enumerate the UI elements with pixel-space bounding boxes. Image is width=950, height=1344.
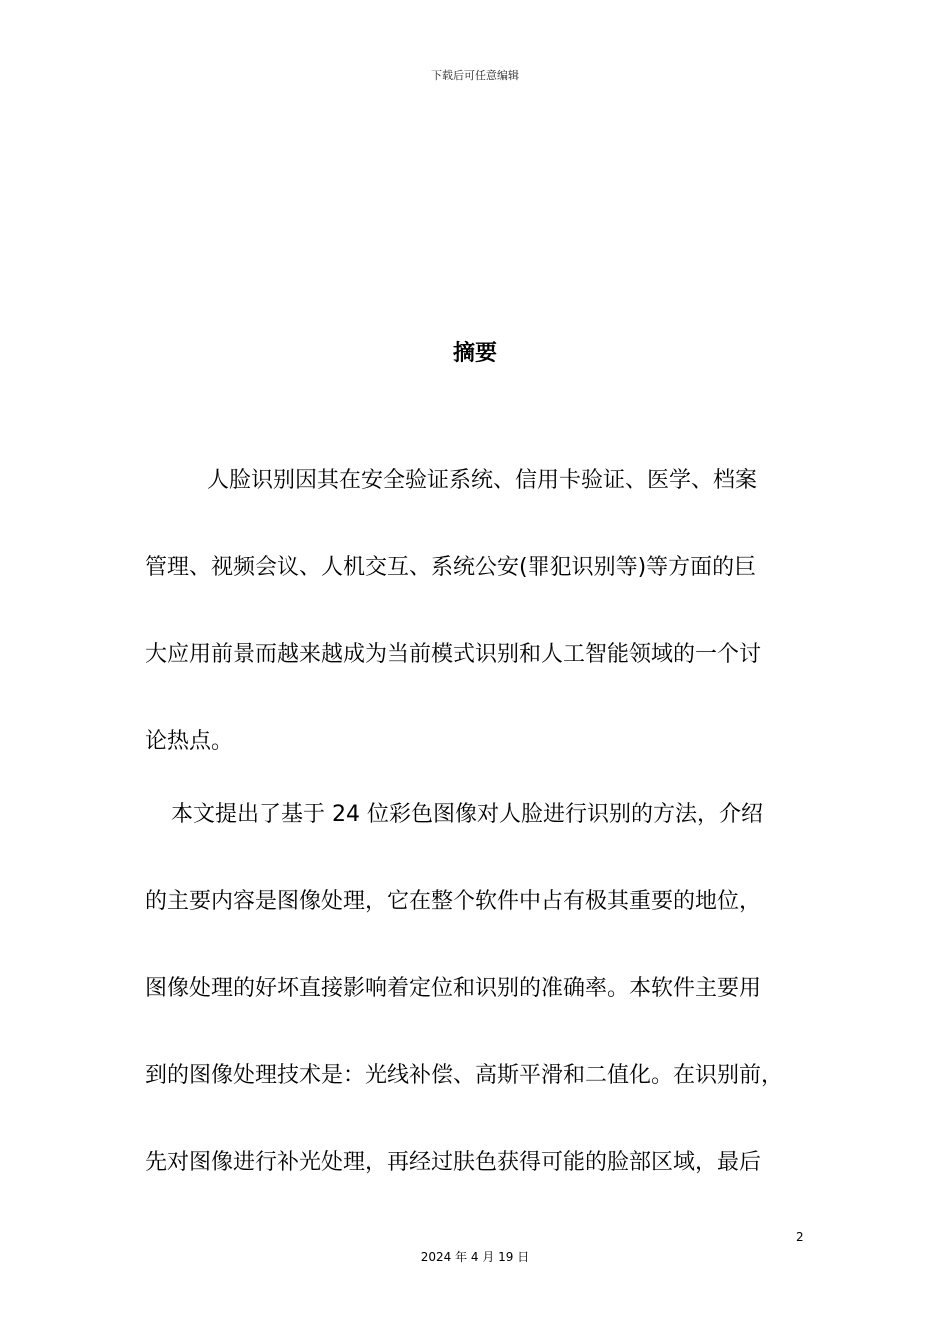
line-text: 论热点。 xyxy=(145,729,234,754)
line-text: 管理、视频会议、人机交互、系统公安(罪犯识别等)等方面的巨 xyxy=(145,555,757,580)
paragraph-line xyxy=(145,974,761,1004)
paragraph-line xyxy=(145,553,756,583)
paragraph-line xyxy=(145,1148,761,1178)
paragraph-line xyxy=(145,800,763,830)
paragraph-line xyxy=(145,887,761,917)
line-text: 先对图像进行补光处理，再经过肤色获得可能的脸部区域，最后 xyxy=(145,1150,762,1175)
page-number: 2 xyxy=(796,1230,804,1244)
footer-date: 2024 年 4 月 19 日 xyxy=(420,1250,530,1264)
paragraph-line xyxy=(145,727,233,757)
abstract-title: 摘要 xyxy=(452,341,497,366)
line-text: 本文提出了基于 24 位彩色图像对人脸进行识别的方法，介绍 xyxy=(171,802,763,827)
line-text: 大应用前景而越来越成为当前模式识别和人工智能领域的一个讨 xyxy=(145,642,762,667)
paragraph-line xyxy=(145,466,757,496)
paragraph-line xyxy=(145,640,761,670)
line-text: 图像处理的好坏直接影响着定位和识别的准确率。本软件主要用 xyxy=(145,976,762,1001)
line-text: 的主要内容是图像处理，它在整个软件中占有极其重要的地位， xyxy=(145,889,762,914)
paragraph-line xyxy=(145,1061,783,1091)
header-note: 下载后可任意编辑 xyxy=(431,69,519,82)
line-text: 人脸识别因其在安全验证系统、信用卡验证、医学、档案 xyxy=(207,468,758,493)
line-text: 到的图像处理技术是：光线补偿、高斯平滑和二值化。在识别前， xyxy=(145,1063,784,1088)
